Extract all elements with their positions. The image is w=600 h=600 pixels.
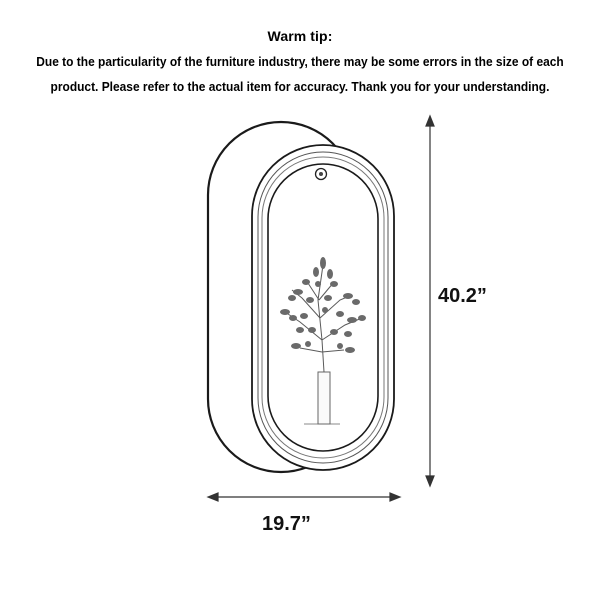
- height-dimension-label: 40.2”: [438, 285, 487, 307]
- notice-line-2: product. Please refer to the actual item for accuracy. Thank you for your understanding.: [50, 79, 550, 94]
- vase: [318, 372, 330, 424]
- height-dimension-arrow: [426, 116, 434, 486]
- hanger-knob-center: [319, 172, 323, 176]
- width-dimension-label: 19.7”: [262, 513, 311, 535]
- notice-line-1: Due to the particularity of the furniture industry, there may be some errors in the size of each: [36, 54, 564, 69]
- notice-title: Warm tip:: [267, 28, 333, 44]
- width-dimension-arrow: [208, 493, 400, 501]
